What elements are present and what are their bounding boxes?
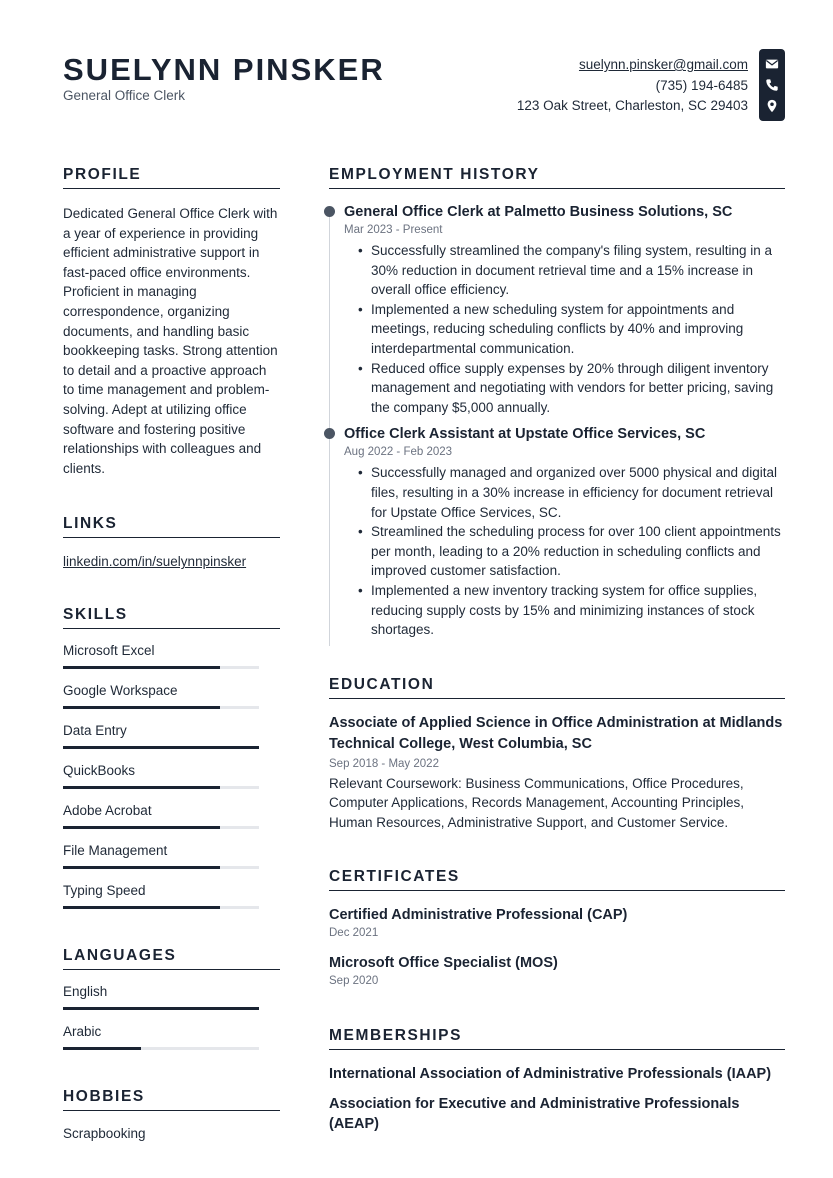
skills-level-fill [63,866,220,869]
languages-label: English [63,984,108,1000]
languages-section [63,947,280,1050]
skills-list [63,643,280,909]
memberships-section [329,1027,785,1134]
job-bullets [344,241,785,417]
skills-level-fill [63,786,220,789]
left-column [63,166,280,1141]
certificates-section [329,868,785,989]
languages-level-track [63,1047,259,1050]
skills-level-track [63,866,259,869]
employment-section [329,166,785,640]
languages-list [63,984,280,1050]
phone-number: (735) 194-6485 [655,77,748,93]
hobbies-heading: HOBBIES [63,1088,280,1111]
membership-item: International Association of Administrative Professionals (IAAP) [329,1066,772,1083]
employment-timeline [329,202,785,640]
languages-level-fill [63,1047,141,1050]
skills-item [63,683,280,709]
job-title: General Office Clerk at Palmetto Business Solutions, SC [344,204,733,220]
skills-level-track [63,826,259,829]
skills-label: QuickBooks [63,763,136,779]
skills-heading: SKILLS [63,606,280,629]
address: 123 Oak Street, Charleston, SC 29403 [516,98,748,113]
skills-level-track [63,786,259,789]
candidate-title: General Office Clerk [63,88,186,103]
membership-item: Association for Executive and Administrative Professionals (AEAP) [329,1096,740,1133]
languages-item [63,1024,280,1050]
languages-level-fill [63,1007,259,1010]
job-entry [344,424,785,639]
skills-level-fill [63,906,220,909]
envelope-icon [765,57,779,71]
skills-label: File Management [63,843,168,859]
job-bullet: • Successfully managed and organized over 5000 physical and digital files, resulting in a 30% increase in efficiency for document retrieval for Upstate Office Services, SC. [358,463,785,522]
education-heading: EDUCATION [329,676,785,699]
certificate-date: Sep 2020 [329,975,379,988]
contact-icon-bar [759,49,785,121]
education-section [329,676,785,833]
links-section [63,515,280,569]
skills-level-fill [63,706,220,709]
skills-level-track [63,746,259,749]
right-column [329,166,785,1134]
job-dates: Aug 2022 - Feb 2023 [344,446,453,459]
skills-item [63,843,280,869]
email-link[interactable]: suelynn.pinsker@gmail.com [578,57,748,72]
timeline-dot-icon [324,206,335,217]
skills-level-fill [63,746,259,749]
contact-block [517,55,748,117]
job-dates: Mar 2023 - Present [344,224,443,236]
skills-item [63,803,280,829]
profile-section [63,166,280,478]
timeline-dot-icon [324,428,335,439]
certificate-title: Certified Administrative Professional (CAP) [329,907,628,924]
education-dates: Sep 2018 - May 2022 [329,757,439,770]
hobbies-section [63,1088,280,1141]
location-pin-icon [765,99,779,113]
profile-text: Dedicated General Office Clerk with a year of experience in providing efficient administrative support in fast-paced office environments. Proficient in managing correspondence, organizing documents, and handling basic bookkeeping tasks. Strong attention to detail and a proactive approach to time management and problem-solving. Adept at utilizing office software and fostering positive relationships with colleagues and clients. [63,206,278,476]
skills-label: Microsoft Excel [63,643,155,659]
skills-level-fill [63,826,220,829]
job-bullet: • Implemented a new inventory tracking system for office supplies, reducing supply costs by 15% and minimizing instances of stock shortages. [358,581,785,640]
education-title: Associate of Applied Science in Office Administration at Midlands Technical College, West Columbia, SC [329,714,783,753]
certificate-title: Microsoft Office Specialist (MOS) [329,955,558,972]
education-coursework: Relevant Coursework: Business Communications, Office Procedures, Computer Applications, Records Management, Accounting Principles, Human Resources, Administrative Support, and Customer Service. [329,775,744,830]
profile-heading: PROFILE [63,166,280,189]
certificate-item [329,905,785,941]
job-bullet: • Implemented a new scheduling system for appointments and meetings, reducing scheduling conflicts by 40% and improving interdepartmental communication. [358,300,785,359]
certificate-item [329,953,785,989]
candidate-name: SUELYNN PINSKER [63,52,385,87]
languages-heading: LANGUAGES [63,947,280,970]
skills-label: Data Entry [63,723,127,739]
skills-label: Typing Speed [63,883,146,899]
certificates-heading: CERTIFICATES [329,868,785,891]
skills-item [63,763,280,789]
hobby-item: Scrapbooking [63,1126,146,1142]
phone-icon [765,78,779,92]
certificate-date: Dec 2021 [329,927,379,940]
skills-level-track [63,706,259,709]
job-entry [344,202,785,417]
skills-item [63,643,280,669]
links-heading: LINKS [63,515,280,538]
job-bullet: • Successfully streamlined the company's filing system, resulting in a 30% reduction in document retrieval time and a 15% increase in overall office efficiency. [358,241,785,300]
skills-level-track [63,906,259,909]
skills-label: Google Workspace [63,683,178,699]
job-bullets [344,463,785,639]
job-title: Office Clerk Assistant at Upstate Office Services, SC [344,426,706,443]
skills-level-track [63,666,259,669]
skills-section [63,606,280,909]
skills-label: Adobe Acrobat [63,803,152,819]
languages-level-track [63,1007,259,1010]
linkedin-link[interactable]: linkedin.com/in/suelynnpinsker [63,554,247,570]
skills-item [63,723,280,749]
memberships-heading: MEMBERSHIPS [329,1027,785,1050]
languages-item [63,984,280,1010]
skills-item [63,883,280,909]
employment-heading: EMPLOYMENT HISTORY [329,166,785,189]
job-bullet: • Reduced office supply expenses by 20% through diligent inventory management and negotiating with vendors for better pricing, saving the company $5,000 annually. [358,359,785,418]
languages-label: Arabic [63,1024,102,1040]
job-bullet: • Streamlined the scheduling process for over 100 client appointments per month, leading to a 20% reduction in scheduling conflicts and improved customer satisfaction. [358,522,785,581]
skills-level-fill [63,666,220,669]
